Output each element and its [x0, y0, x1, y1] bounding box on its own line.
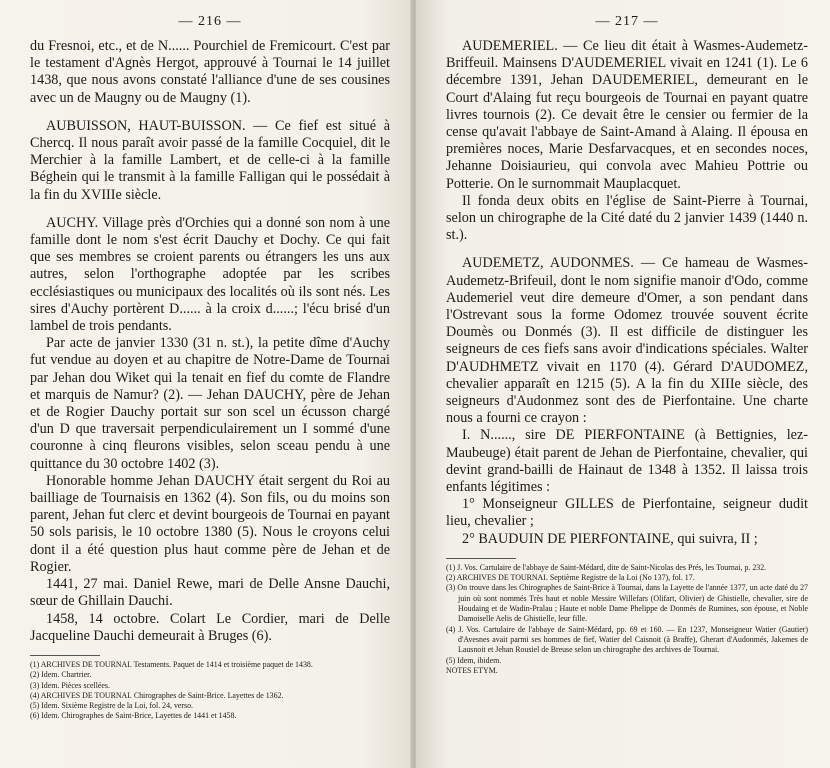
paragraph-gilles: 1° Monseigneur GILLES de Pierfontaine, seigneur dudit lieu, chevalier ;: [446, 496, 808, 530]
paragraph-fresnoi: du Fresnoi, etc., et de N...... Pourchiel de Fremicourt. C'est par le testament d'Agnès Hergot, approuvé à Tournai le 14 juillet 1438, que nous avons constaté l'alliance d'une de ses cousines avec un de Maugny ou de Maugny (1).: [30, 38, 390, 106]
footnote: (3) On trouve dans les Chirographes de Saint-Brice à Tournai, dans la Layette de l'année 1377, un acte daté du 27 juin où sont nommés Très haut et noble Messire Willefars (Olifart, Olivier) de Ghistielle, chevalier, sire de Houdaing et de Wadin-Pralau ; Haute et noble Dame Phelippe de Donmés de Rumines, son épouse, et Noble Damoiselle Aelis de Ghistielle, leur fille.: [446, 583, 808, 624]
footnote: (4) J. Vos. Cartulaire de l'abbaye de Saint-Médard, pp. 69 et 160. — En 1237, Monseigneur Watier (Gautier) d'Avesnes avait parmi ses hommes de fief, Watier del Caisnoit (à Braffe), Gherart d'Audonmés, Jakemes de Lausnoit et Jehan Rousiel de Breuse selon un chirographe des archives de Tournai.: [446, 624, 808, 655]
paragraph-obits: Il fonda deux obits en l'église de Saint-Pierre à Tournai, selon un chirographe de la Cité daté du 2 janvier 1439 (1440 n. st.).: [446, 192, 808, 244]
footnotes: [30, 655, 390, 722]
footnote: (2) ARCHIVES DE TOURNAI. Septième Registre de la Loi (No 137), fol. 17.: [446, 573, 695, 583]
page-number: — 216 —: [178, 14, 242, 29]
paragraph-honorable-homme: Honorable homme Jehan DAUCHY était sergent du Roi au bailliage de Tournaisis en 1362 (4). Son fils, ou du moins son parent, Jehan fut clerc et devint bourgeois de Tournai en payant 50 sols parisis, le 10 octobre 1380 (5). Nous le croyons celui dont il a été question plus haut comme père de Jehan et de Rogier.: [30, 472, 390, 575]
footnote-signature: NOTES ETYM.: [446, 665, 498, 675]
paragraph-acte-1330: Par acte de janvier 1330 (31 n. st.), la petite dîme d'Auchy fut vendue au doyen et au chapitre de Notre-Dame de Tournai par Jehan dou Wiket qui la tenait en fief du comte de Flandre et marquis de Namur? (2). — Jehan DAUCHY, père de Jehan et de Rogier Dauchy portait sur son scel un écusson chargé d'un D que traversait perpendiculairement un I sommé d'une couronne à cinq fleurons visibles, selon sceau pendu à une quittance du 30 octobre 1402 (3).: [30, 335, 390, 472]
paragraph-pierfontaine: I. N......, sire DE PIERFONTAINE (à Bettignies, lez-Maubeuge) était parent de Jehan de Pierfontaine, chevalier, qui devint grand-bailli de Hainaut de 1348 à 1352. Il laissa trois enfants légitimes :: [446, 427, 808, 496]
paragraph-1458: 1458, 14 octobre. Colart Le Cordier, mari de Delle Jacqueline Dauchi demeurait à Bruges (6).: [30, 610, 390, 644]
footnote: (5) Idem, ibidem.: [446, 655, 502, 665]
footnote: (1) J. Vos. Cartulaire de l'abbaye de Saint-Médard, dite de Saint-Nicolas des Prés, les Tournai, p. 232.: [446, 562, 767, 572]
footnote-rule: [30, 655, 100, 656]
footnote: (3) Idem. Pièces scellées.: [30, 680, 110, 690]
entry-aubuisson: AUBUISSON, HAUT-BUISSON. — Ce fief est situé à Chercq. Il nous paraît avoir passé de la famille Cocquiel, dit le Merchier à la famille Lambert, et de celle-ci à la famille Béghein qui le transmit à la famille Falligan qui le possédait à la fin du XVIIIe siècle.: [30, 117, 390, 203]
footnotes: [446, 558, 808, 676]
page-number: — 217 —: [595, 14, 659, 29]
left-page: [0, 0, 412, 768]
footnote: (5) Idem. Sixième Registre de la Loi, fol. 24, verso.: [30, 701, 194, 711]
footnote: (4) ARCHIVES DE TOURNAI. Chirographes de Saint-Brice. Layettes de 1362.: [30, 690, 284, 700]
entry-audemeriel: AUDEMERIEL. — Ce lieu dit était à Wasmes-Audemetz-Briffeuil. Mainsens D'AUDEMERIEL vivait en 1241 (1). Le 6 décembre 1391, Jehan DAUDEMERIEL, demeurant en le Court d'Alaing fut reçu bourgeois de Tournai en payant quatre livres tournois (2). Ce devait être le censier ou fermier de la cense qu'avait l'abbaye de Saint-Amand à Alaing. Il épousa en premières noces, Marie Desfarvacques, et en secondes noces, Jehanne Doisiaurieu, qui convola avec Mahieu Pottrie ou Potterie. On le surnommait Mauplacquet.: [446, 38, 808, 192]
entry-audemetz: AUDEMETZ, AUDONMES. — Ce hameau de Wasmes-Audemetz-Brifeuil, dont le nom signifie manoir d'Odo, comme Audemeriel veut dire demeure d'Omer, a son pendant dans l'Ostrevant sous la forme Odomez trouvée souvent écrite Doumès ou Donmés (3). Il est difficile de distinguer les seigneurs de ces fiefs sans avoir d'indications spéciales. Walter D'AUDHMETZ vivait en 1170 (4). Gérard D'AUDOMEZ, chevalier apparaît en 1215 (5). A la fin du XIIIe siècle, des seigneurs d'Audonmez sont des de Pierfontaine. Une charte nous a fourni ce crayon :: [446, 255, 808, 427]
entry-auchy: AUCHY. Village près d'Orchies qui a donné son nom à une famille dont le nom s'est écrit Dauchy et Dochy. Ce qui fait que ses membres se croient parents ou étrangers les uns aux autres, selon l'orthographe adoptée par les scribes ecclésiastiques ou municipaux des localités où ils sont nés. Les sires d'Auchy portèrent D...... à la croix d......; l'écu brisé d'un lambel de trois pendants.: [30, 214, 390, 335]
footnote: (1) ARCHIVES DE TOURNAI. Testaments. Paquet de 1414 et troisième paquet de 1438.: [30, 659, 313, 669]
footnote: (6) Idem. Chirographes de Saint-Brice, Layettes de 1441 et 1458.: [30, 711, 237, 721]
paragraph-bauduin: 2° BAUDUIN DE PIERFONTAINE, qui suivra, II ;: [462, 530, 758, 547]
right-page: [416, 0, 830, 768]
paragraph-1441: 1441, 27 mai. Daniel Rewe, mari de Delle Ansne Dauchi, sœur de Ghillain Dauchi.: [30, 576, 390, 610]
footnote: (2) Idem. Chartrier.: [30, 670, 92, 680]
footnote-rule: [446, 558, 516, 559]
